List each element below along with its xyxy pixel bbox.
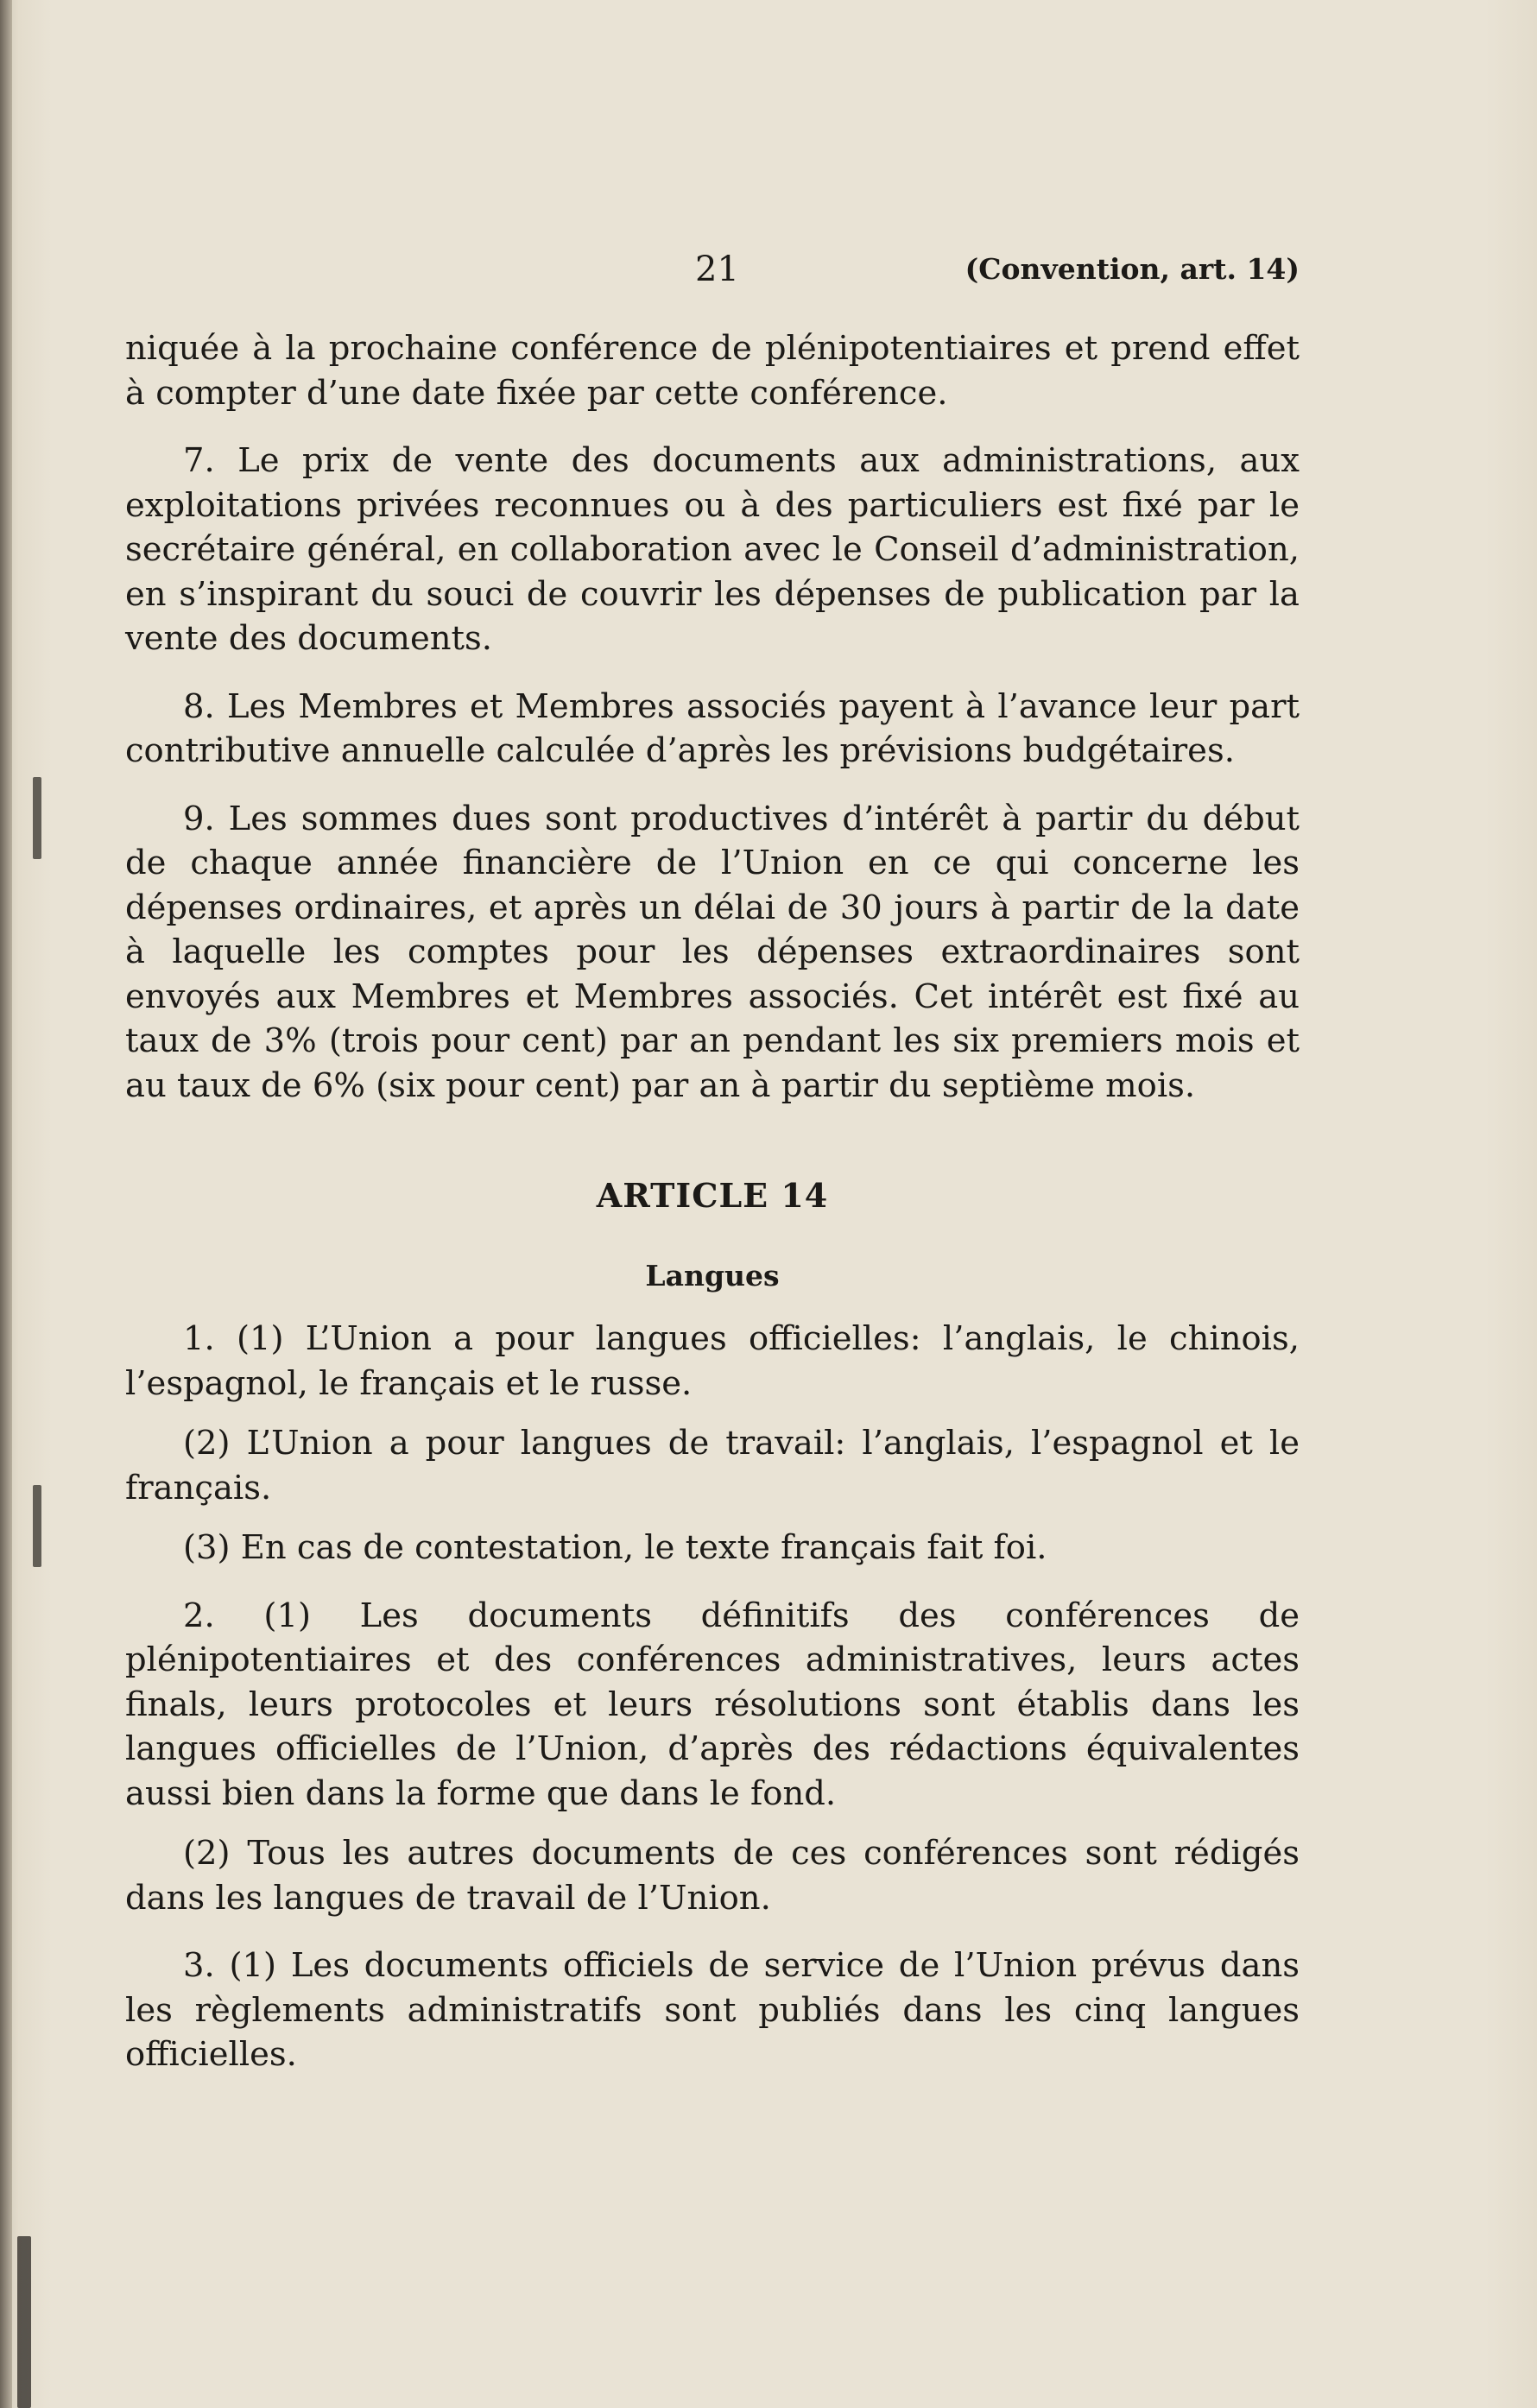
article-paragraph-2-2: (2) Tous les autres documents de ces conférences sont rédigés dans les langues de travail de l’Union. — [125, 1834, 1300, 1918]
article-paragraph-3-1: 3. (1) Les documents officiels de service de l’Union prévus dans les règlements administratifs sont publiés dans les cinq langues officielles. — [125, 1946, 1300, 2074]
main-text — [125, 326, 1300, 2077]
article-subtitle: Langues — [645, 1259, 780, 1292]
page-number: 21 — [695, 250, 739, 289]
paragraph-continued: niquée à la prochaine conférence de plénipotentiaires et prend effet à compter d’une date fixée par cette conférence. — [125, 329, 1300, 413]
margin-mark — [33, 1485, 41, 1567]
running-head: (Convention, art. 14) — [965, 252, 1300, 286]
paragraph-7: 7. Le prix de vente des documents aux administrations, aux exploitations privées reconnues ou à des particuliers est fixé par le secrétaire général, en collaboration avec le Conseil d’administration, en s’inspirant du souci de couvrir les dépenses de publication par la vente des documents. — [125, 441, 1300, 658]
paragraph-9: 9. Les sommes dues sont productives d’intérêt à partir du début de chaque année financière de l’Union en ce qui concerne les dépenses ordinaires, et après un délai de 30 jours à partir de la date à laquelle les comptes pour les dépenses extraordinaires sont envoyés aux Membres et Membres associés. Cet intérêt est fixé au taux de 3% (trois pour cent) par an pendant les six premiers mois et au taux de 6% (six pour cent) par an à partir du septième mois. — [125, 799, 1300, 1105]
paragraph-8: 8. Les Membres et Membres associés payent à l’avance leur part contributive annuelle calculée d’après les prévisions budgétaires. — [125, 686, 1300, 770]
article-paragraph-1-3: (3) En cas de contestation, le texte français fait foi. — [183, 1528, 1047, 1567]
page-header — [125, 243, 1300, 295]
article-paragraph-2-1: 2. (1) Les documents définitifs des conférences de plénipotentiaires et des conférences administratives, leurs actes finals, leurs protocoles et leurs résolutions sont établis dans les langues officielles de l’Union, d’après des rédactions équivalentes aussi bien dans la forme que dans le fond. — [125, 1596, 1300, 1813]
margin-mark — [17, 2236, 31, 2408]
book-spine-shadow — [0, 0, 12, 2408]
article-paragraph-1-2: (2) L’Union a pour langues de travail: l’anglais, l’espagnol et le français. — [125, 1424, 1300, 1507]
article-paragraph-1-1: 1. (1) L’Union a pour langues officielles: l’anglais, le chinois, l’espagnol, le français et le russe. — [125, 1319, 1300, 1403]
article-title: ARTICLE 14 — [596, 1176, 829, 1215]
margin-mark — [33, 777, 41, 859]
